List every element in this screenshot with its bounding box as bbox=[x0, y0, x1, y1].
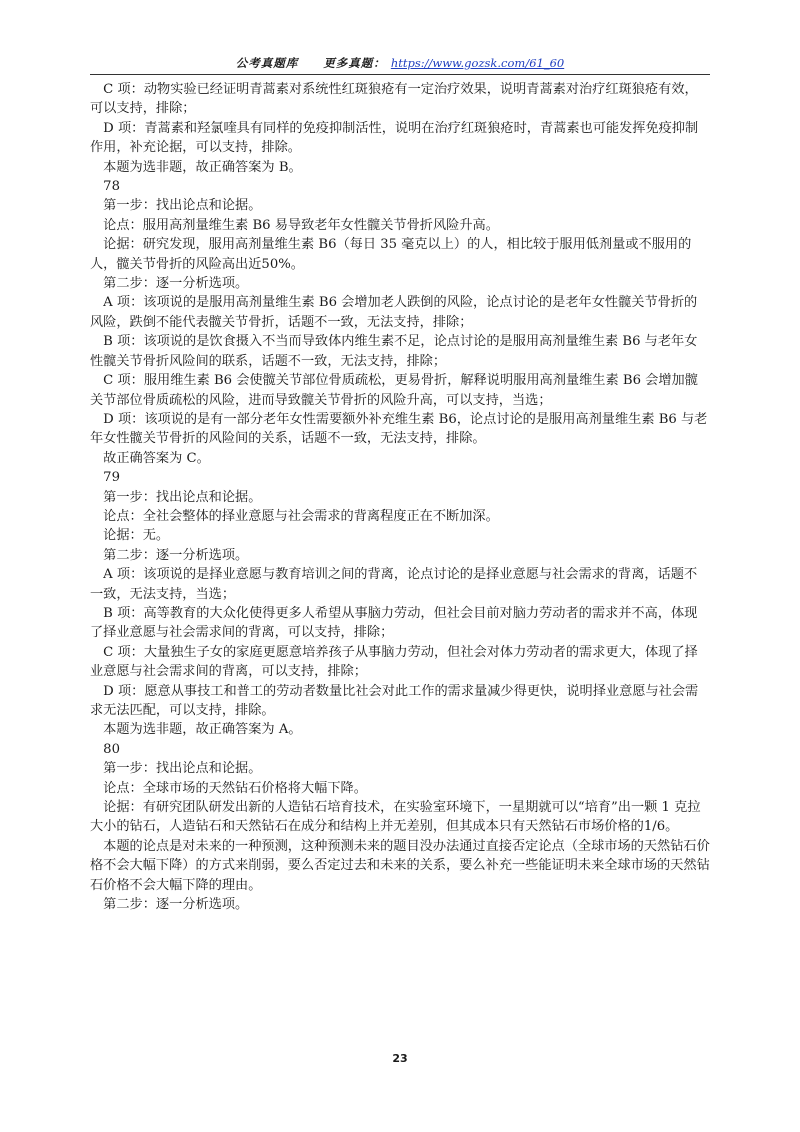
paragraph: D 项：青蒿素和羟氯喹具有同样的免疫抑制活性，说明在治疗红斑狼疮时，青蒿素也可能发挥免疫抑制作用，补充论据，可以支持，排除。 bbox=[90, 120, 699, 156]
paragraph: 论据：无。 bbox=[90, 528, 170, 544]
paragraph: 第一步：找出论点和论据。 bbox=[90, 198, 262, 214]
header-divider bbox=[90, 74, 710, 75]
document-body bbox=[90, 80, 710, 914]
header-more-label: 更多真题： bbox=[323, 56, 386, 70]
question-number: 78 bbox=[90, 179, 120, 195]
paragraph: 论点：全球市场的天然钻石价格将大幅下降。 bbox=[90, 780, 367, 796]
paragraph: 论据：研究发现，服用高剂量维生素 B6（每日 35 毫克以上）的人，相比较于服用低剂量或不服用的人，髋关节骨折的风险高出近50%。 bbox=[90, 237, 692, 272]
paragraph: 论点：全社会整体的择业意愿与社会需求的背离程度正在不断加深。 bbox=[90, 508, 499, 524]
paragraph: 故正确答案为 C。 bbox=[90, 450, 210, 466]
paragraph: C 项：服用维生素 B6 会使髋关节部位骨质疏松，更易骨折，解释说明服用高剂量维生素 B6 会增加髋关节部位骨质疏松的风险，进而导致髋关节骨折的风险升高，可以支持，当选； bbox=[90, 373, 698, 408]
paragraph: 第一步：找出论点和论据。 bbox=[90, 761, 262, 777]
paragraph: C 项：大量独生子女的家庭更愿意培养孩子从事脑力劳动，但社会对体力劳动者的需求更大，体现了择业意愿与社会需求间的背离，可以支持，排除； bbox=[90, 644, 698, 680]
paragraph: B 项：高等教育的大众化使得更多人希望从事脑力劳动，但社会目前对脑力劳动者的需求并不高，体现了择业意愿与社会需求间的背离，可以支持，排除； bbox=[90, 605, 698, 641]
paragraph: 第二步：逐一分析选项。 bbox=[90, 547, 249, 563]
paragraph: D 项：愿意从事技工和普工的劳动者数量比社会对此工作的需求量减少得更快，说明择业意愿与社会需求无法匹配，可以支持，排除。 bbox=[90, 683, 699, 718]
header-site-name: 公考真题库 bbox=[235, 56, 299, 70]
page-header bbox=[90, 55, 710, 71]
page-number: 23 bbox=[392, 1052, 408, 1065]
paragraph: A 项：该项说的是择业意愿与教育培训之间的背离，论点讨论的是择业意愿与社会需求的背离，话题不一致，无法支持，当选； bbox=[90, 567, 698, 602]
paragraph: 论据：有研究团队研发出新的人造钻石培育技术，在实验室环境下，一星期就可以“培育”出一颗 1 克拉大小的钻石，人造钻石和天然钻石在成分和结构上并无差别，但其成本只有天然钻石市场价格的1/6。 bbox=[90, 800, 701, 835]
paragraph: B 项：该项说的是饮食摄入不当而导致体内维生素不足，论点讨论的是服用高剂量维生素 B6 与老年女性髋关节骨折风险间的联系，话题不一致，无法支持，排除； bbox=[90, 334, 698, 369]
paragraph: C 项：动物实验已经证明青蒿素对系统性红斑狼疮有一定治疗效果，说明青蒿素对治疗红斑狼疮有效，可以支持，排除； bbox=[90, 82, 698, 117]
paragraph: A 项：该项说的是服用高剂量维生素 B6 会增加老人跌倒的风险，论点讨论的是老年女性髋关节骨折的风险，跌倒不能代表髋关节骨折，话题不一致，无法支持，排除； bbox=[90, 295, 698, 330]
question-number: 79 bbox=[90, 470, 120, 486]
paragraph: D 项：该项说的是有一部分老年女性需要额外补充维生素 B6，论点讨论的是服用高剂量维生素 B6 与老年女性髋关节骨折的风险间的关系，话题不一致，无法支持，排除。 bbox=[90, 411, 708, 447]
paragraph: 论点：服用高剂量维生素 B6 易导致老年女性髋关节骨折风险升高。 bbox=[90, 217, 499, 233]
paragraph: 第二步：逐一分析选项。 bbox=[90, 276, 249, 292]
paragraph: 本题的论点是对未来的一种预测，这种预测未来的题目没办法通过直接否定论点（全球市场的天然钻石价格不会大幅下降）的方式来削弱，要么否定过去和未来的关系，要么补充一些能证明未来全球市场的天然钻石价格不会大幅下降的理由。 bbox=[90, 838, 710, 893]
header-link[interactable]: https://www.gozsk.com/61_60 bbox=[390, 56, 565, 70]
paragraph: 第一步：找出论点和论据。 bbox=[90, 489, 262, 505]
paragraph: 本题为选非题，故正确答案为 A。 bbox=[90, 722, 302, 738]
question-number: 80 bbox=[90, 741, 120, 757]
paragraph: 本题为选非题，故正确答案为 B。 bbox=[90, 159, 302, 175]
paragraph: 第二步：逐一分析选项。 bbox=[90, 897, 249, 913]
